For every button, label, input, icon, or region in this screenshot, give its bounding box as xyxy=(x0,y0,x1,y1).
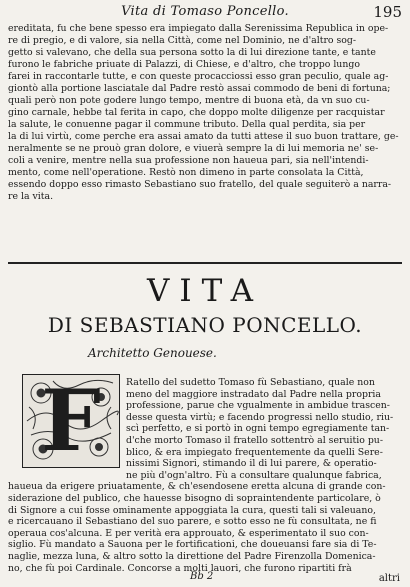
text-line: di Signore a cui fosse ominamente appoggiata la cura, questi tali si valeuano, xyxy=(8,504,376,516)
text-line: gino carnale, hebbe tal ferita in capo, che doppo molte diligenze per racquistar xyxy=(8,107,385,118)
initial-letter: F xyxy=(41,374,101,468)
text-line: furono le fabriche priuate di Palazzi, di Chiese, e d'altro, che troppo lungo xyxy=(8,59,360,70)
signature-mark: Bb 2 xyxy=(190,571,214,582)
catchword: altri xyxy=(378,573,400,584)
text-line: getto si valevano, che della sua persona sotto la di lui direzione tante, e tante xyxy=(8,47,376,58)
text-line: haueua da erigere priuatamente, & ch'esendosene eretta alcuna di grande con- xyxy=(8,481,386,493)
text-line: giontò alla portione lasciatale dal Padre restò assai commodo de beni di fortuna; xyxy=(8,83,391,94)
text-line: meno del maggiore instradato dal Padre nella propria xyxy=(126,388,381,400)
text-line: no, che fù poi Cardinale. Concorse a molti lauori, che furono ripartiti frà xyxy=(8,562,352,574)
running-title: Vita di Tomaso Poncello. xyxy=(121,4,289,19)
text-line: quali però non pote godere lungo tempo, mentre di buona età, da vn suo cu- xyxy=(8,95,370,106)
text-line: la di lui virtù, come perche era assai amato da tutti attese il suo buon trattare, ge- xyxy=(8,131,399,142)
text-line: professione, parue che vgualmente in ambidue trascen- xyxy=(126,400,390,412)
text-line: d'che morto Tomaso il fratello sottentrò al seruitio pu- xyxy=(126,434,383,446)
subject-role: Architetto Genouese. xyxy=(88,346,217,360)
subject-name: DI SEBASTIANO PONCELLO. xyxy=(47,313,363,337)
text-line: la salute, le conuenne pagar il commune tributo. Della qual perdita, sia per xyxy=(8,119,366,130)
text-line: ne più d'ogn'altro. Fù a consultare qualunque fabrica, xyxy=(126,469,382,481)
vita-text xyxy=(8,374,404,574)
text-line: desse questa virtù; e facendo progressi nello studio, riu- xyxy=(126,411,394,423)
text-line: farei in raccontarle tutte, e con queste procacciossi esso gran peculio, quale ag- xyxy=(8,71,389,82)
text-line: scì perfetto, e si portò in ogni tempo egregiamente tan- xyxy=(126,423,390,435)
text-line: blico, & era impiegato frequentemente da quelli Sere- xyxy=(126,446,383,458)
text-line: nissimi Signori, stimando il di lui parere, & operatio- xyxy=(126,458,377,470)
text-line: essendo doppo esso rimasto Sebastiano suo fratello, del quale seguiterò a narra- xyxy=(8,179,392,190)
text-line: Ratello del sudetto Tomaso fù Sebastiano, quale non xyxy=(126,377,375,388)
text-line: coli a venire, mentre nella sua professione non haueua pari, sia nell'intendi- xyxy=(8,155,369,166)
page-number: 195 xyxy=(373,3,402,21)
previous-biography-text xyxy=(8,23,404,203)
running-head xyxy=(0,4,410,24)
text-line: mento, come nell'operatione. Restò non dimeno in parte consolata la Città, xyxy=(8,167,364,178)
text-line: siderazione del publico, che hauesse bisogno di sopraintendente particolare, ò xyxy=(8,492,381,504)
text-line: naglie, mezza luna, & altro sotto la direttione del Padre Firenzolla Domenica- xyxy=(8,550,376,562)
text-line: ereditata, fu che bene spesso era impiegato dalla Serenissima Republica in ope- xyxy=(8,23,389,34)
text-line: re di pregio, e di valore, sia nella Città, come nel Dominio, ne d'altro sog- xyxy=(8,35,357,46)
text-line: re la vita. xyxy=(8,191,54,202)
text-line: siglio. Fù mandato a Sauona per le fortificationi, che doueuansi fare sia di Te- xyxy=(8,539,377,551)
text-line: e ricercauano il Sebastiano del suo parere, e sotto esso ne fù consultata, ne fi xyxy=(8,516,377,528)
section-divider xyxy=(8,262,402,264)
vita-heading: VITA xyxy=(146,273,263,309)
text-line: operaua cos'alcuna. E per verità era approuato, & esperimentato il suo con- xyxy=(8,527,369,539)
text-line: neralmente se ne prouò gran dolore, e viuerà sempre la di lui memoria ne' se- xyxy=(8,143,379,154)
